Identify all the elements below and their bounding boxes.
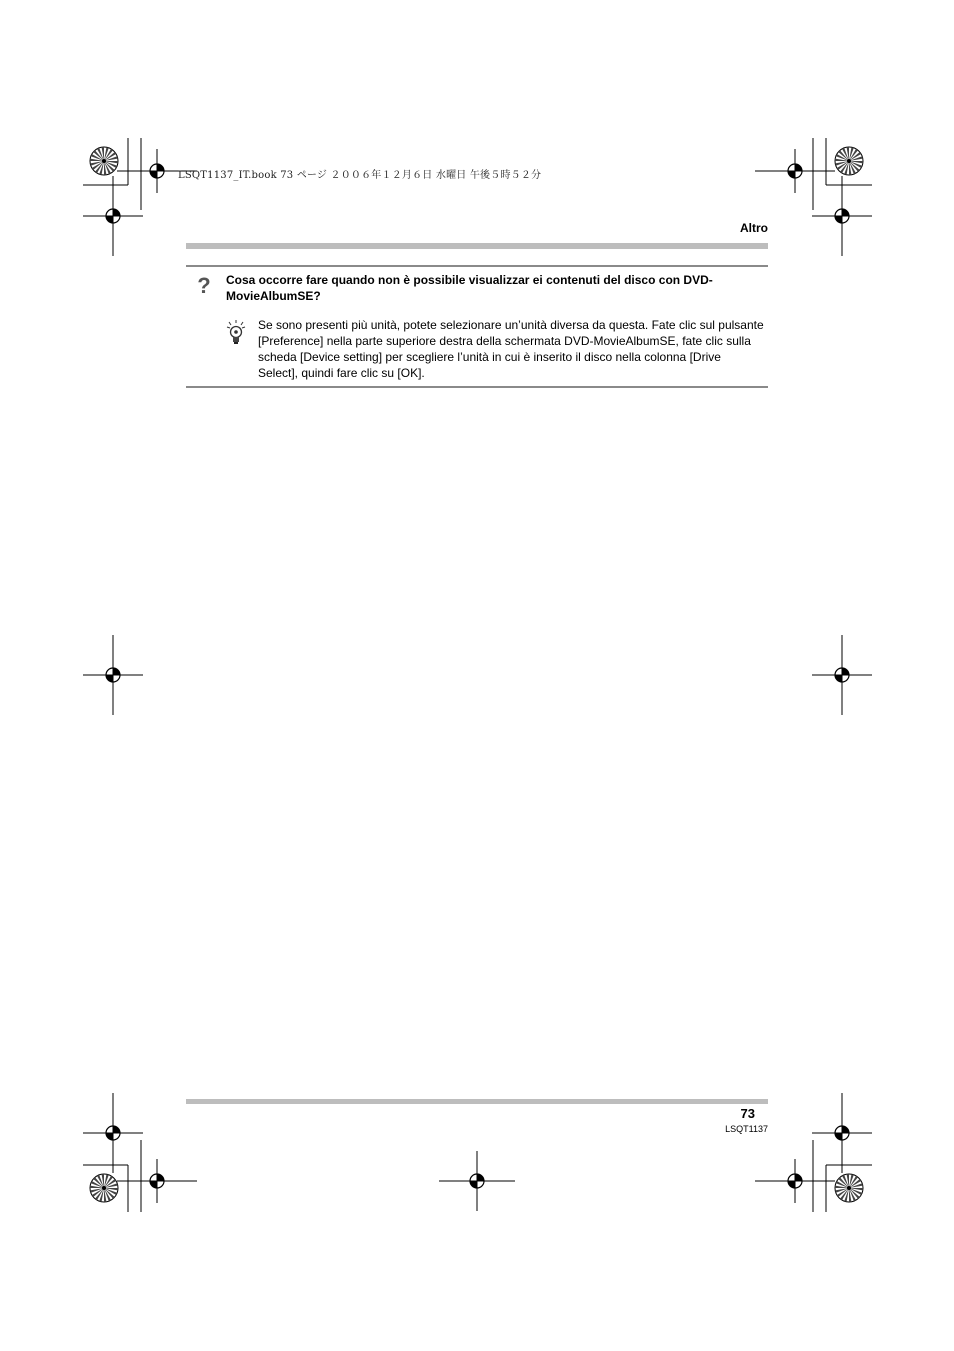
registration-quadrant: [470, 1181, 477, 1188]
registration-quadrant: [842, 1126, 849, 1133]
registration-quadrant: [157, 1174, 164, 1181]
registration-quadrant: [113, 668, 120, 675]
starburst-center: [102, 1186, 106, 1190]
registration-quadrant: [106, 216, 113, 223]
question-mark-icon: ?: [197, 273, 211, 298]
print-header: LSQT1137_IT.book 73 ページ ２００６年１２月６日 水曜日 午後５時５２分: [178, 170, 542, 181]
registration-quadrant: [835, 675, 842, 682]
registration-quadrant: [788, 171, 795, 178]
registration-quadrant: [150, 1181, 157, 1188]
registration-quadrant: [788, 1181, 795, 1188]
header-band: [186, 243, 768, 249]
document-code: LSQT1137: [725, 1124, 768, 1134]
registration-quadrant: [113, 1126, 120, 1133]
starburst-center: [847, 159, 851, 163]
registration-quadrant: [842, 668, 849, 675]
registration-quadrant: [157, 164, 164, 171]
section-title: Altro: [740, 221, 768, 235]
registration-quadrant: [477, 1174, 484, 1181]
faq-top-rule: [186, 265, 768, 267]
registration-quadrant: [150, 171, 157, 178]
registration-quadrant: [106, 675, 113, 682]
faq-question: Cosa occorre fare quando non è possibile visualizzar ei contenuti del disco con DVD-MovieAlbumSE?: [226, 273, 713, 303]
lightbulb-hint-icon: [226, 320, 246, 346]
starburst-center: [102, 159, 106, 163]
faq-answer: Se sono presenti più unità, potete selezionare un’unità diversa da questa. Fate clic sul pulsante [Preference] nella parte superiore destra della schermata DVD-MovieAlbumSE, fate clic sulla scheda [Device setting] per scegliere l’unità in cui è inserito il disco nella colonna [Drive Select], quindi fare clic su [OK].: [258, 318, 764, 380]
faq-bottom-rule: [186, 386, 768, 388]
registration-quadrant: [106, 1133, 113, 1140]
registration-quadrant: [113, 209, 120, 216]
registration-quadrant: [842, 209, 849, 216]
registration-quadrant: [835, 1133, 842, 1140]
starburst-center: [847, 1186, 851, 1190]
registration-quadrant: [795, 1174, 802, 1181]
footer-band: [186, 1099, 768, 1104]
registration-quadrant: [795, 164, 802, 171]
registration-quadrant: [835, 216, 842, 223]
page-number: 73: [740, 1106, 755, 1121]
